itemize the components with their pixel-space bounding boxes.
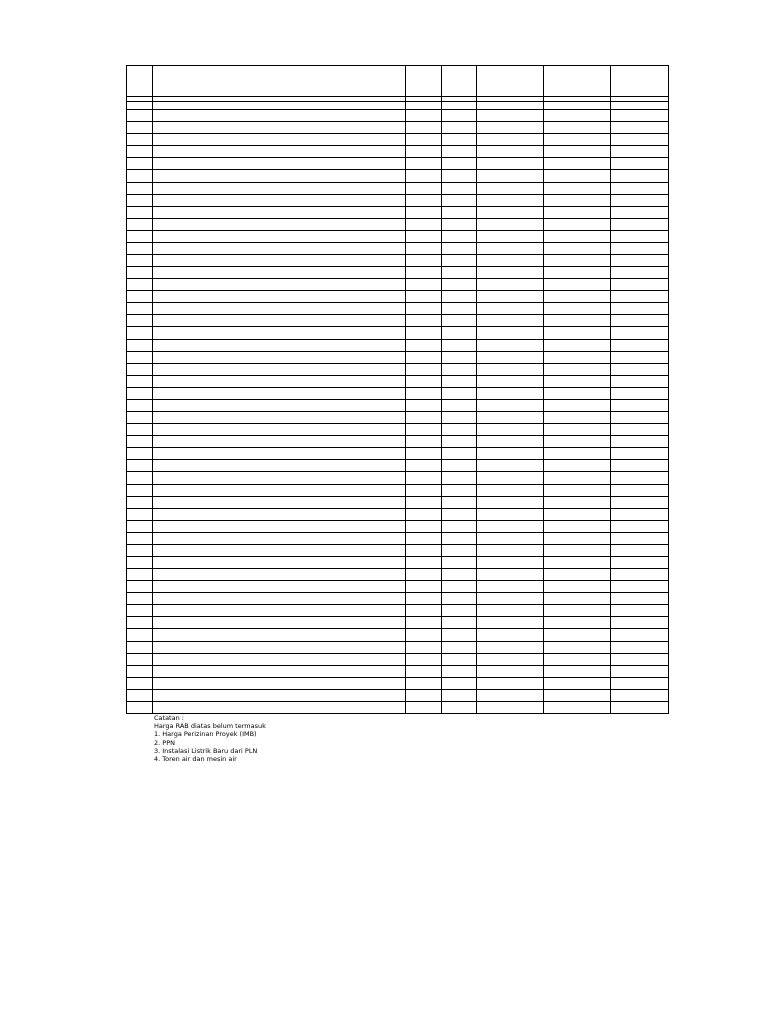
table-row-divider [127, 641, 668, 642]
table-row-divider [127, 556, 668, 557]
table-row-divider [127, 459, 668, 460]
table-row-divider [127, 230, 668, 231]
table-row-divider [127, 302, 668, 303]
table-row-divider [127, 580, 668, 581]
table-row-divider [127, 653, 668, 654]
table-row-divider [127, 109, 668, 110]
table-row-divider [127, 314, 668, 315]
rab-table [126, 65, 669, 714]
table-row-divider [127, 290, 668, 291]
table-row-divider [127, 411, 668, 412]
table-row-divider [127, 133, 668, 134]
table-row-divider [127, 544, 668, 545]
notes-item: 1. Harga Perizinan Proyek (IMB) [154, 730, 257, 739]
table-row-divider [127, 278, 668, 279]
table-row-divider [127, 701, 668, 702]
notes-item: 2. PPN [154, 738, 175, 747]
table-row-divider [127, 339, 668, 340]
table-row-divider [127, 399, 668, 400]
table-row-divider [127, 121, 668, 122]
notes-intro: Harga RAB diatas belum termasuk [154, 722, 266, 731]
table-row-divider [127, 194, 668, 195]
table-row-divider [127, 157, 668, 158]
notes-heading: Catatan : [154, 714, 184, 722]
table-row-divider [127, 689, 668, 690]
table-row-divider [127, 496, 668, 497]
notes-item: 4. Toren air dan mesin air [154, 755, 237, 764]
table-row-divider [127, 435, 668, 436]
table-row-divider [127, 387, 668, 388]
table-row-divider [127, 242, 668, 243]
table-row-divider [127, 677, 668, 678]
table-row-divider [127, 568, 668, 569]
table-row-divider [127, 266, 668, 267]
table-row-divider [127, 351, 668, 352]
table-header-bottom-border [127, 96, 668, 97]
notes-block [154, 714, 266, 763]
table-row-divider [127, 484, 668, 485]
table-row-divider [127, 375, 668, 376]
table-row-divider [127, 508, 668, 509]
table-row-divider [127, 604, 668, 605]
table-row-divider [127, 182, 668, 183]
table-row-divider [127, 447, 668, 448]
notes-item: 3. Instalasi Listrik Baru dari PLN [154, 746, 258, 755]
table-row-divider [127, 363, 668, 364]
table-row-divider [127, 471, 668, 472]
table-row-divider [127, 218, 668, 219]
table-row-divider [127, 423, 668, 424]
table-row-divider [127, 628, 668, 629]
table-row-divider [127, 616, 668, 617]
table-row-divider [127, 206, 668, 207]
table-row-divider [127, 532, 668, 533]
table-row-divider [127, 665, 668, 666]
table-row-divider [127, 326, 668, 327]
table-row-divider [127, 169, 668, 170]
table-row-divider [127, 520, 668, 521]
table-row-divider [127, 254, 668, 255]
table-row-divider [127, 145, 668, 146]
table-row-divider [127, 101, 668, 102]
table-row-divider [127, 592, 668, 593]
